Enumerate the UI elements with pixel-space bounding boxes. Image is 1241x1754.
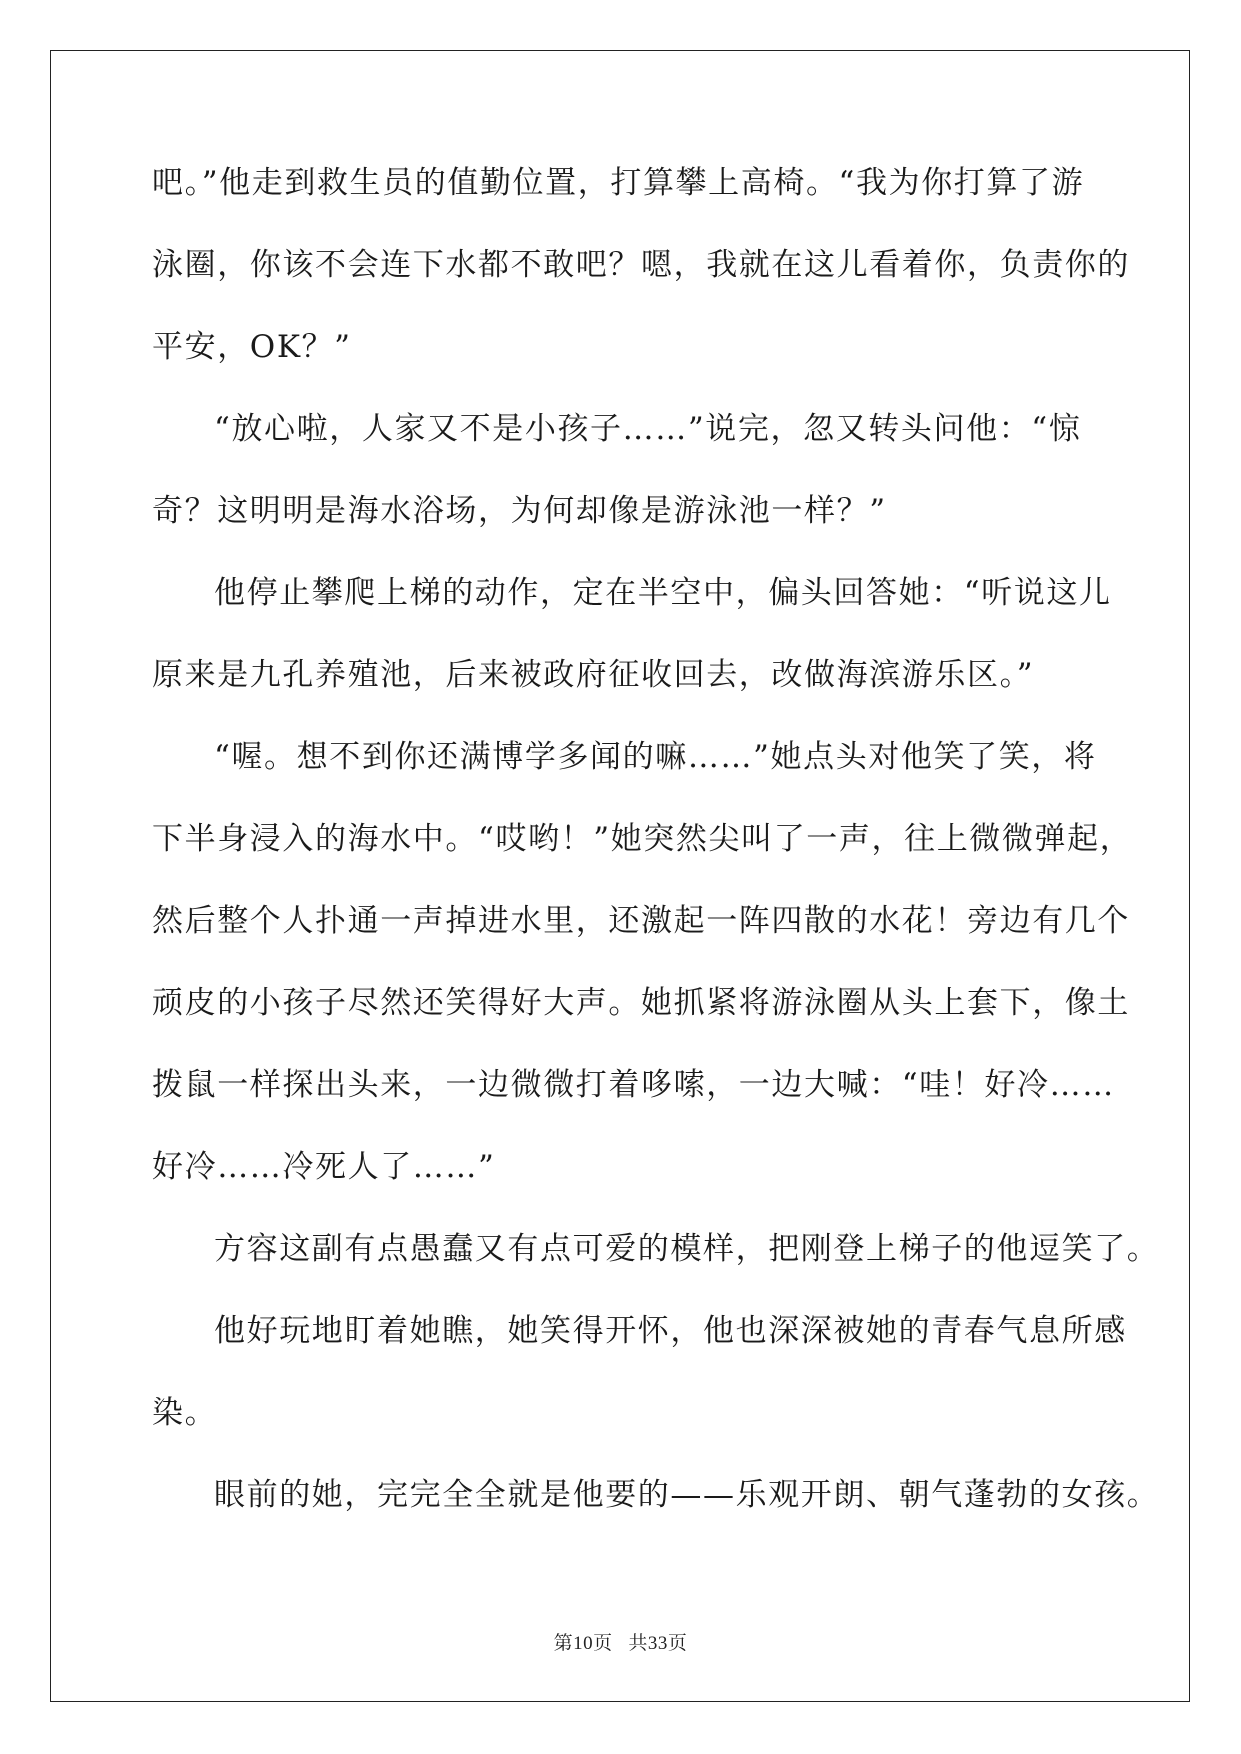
- text-line: 吧。”他走到救生员的值勤位置，打算攀上高椅。“我为你打算了游: [152, 165, 1085, 201]
- paragraph-start-line: 眼前的她，完完全全就是他要的——乐观开朗、朝气蓬勃的女孩。: [214, 1477, 1160, 1513]
- text-line: 奇？这明明是海水浴场，为何却像是游泳池一样？”: [152, 493, 887, 529]
- text-line: 下半身浸入的海水中。“哎哟！”她突然尖叫了一声，往上微微弹起，: [152, 821, 1133, 857]
- text-line: 染。: [152, 1395, 218, 1431]
- text-line: 平安，OK？”: [152, 329, 352, 365]
- text-line: 拨鼠一样探出头来，一边微微打着哆嗦，一边大喊：“哇！好冷……: [152, 1067, 1115, 1103]
- document-body: [152, 158, 1160, 1552]
- paragraph-start-line: 他好玩地盯着她瞧，她笑得开怀，他也深深被她的青春气息所感: [214, 1313, 1127, 1349]
- paragraph-start-line: “放心啦，人家又不是小孩子……”说完，忽又转头问他：“惊: [214, 411, 1082, 447]
- text-line: 然后整个人扑通一声掉进水里，还激起一阵四散的水花！旁边有几个: [152, 903, 1130, 939]
- total-pages: 共33页: [628, 1633, 688, 1654]
- page-number: 第10页: [553, 1633, 613, 1654]
- text-line: 好冷……冷死人了……”: [152, 1149, 496, 1185]
- paragraph-start-line: 方容这副有点愚蠢又有点可爱的模样，把刚登上梯子的他逗笑了。: [214, 1231, 1160, 1267]
- paragraph-start-line: 他停止攀爬上梯的动作，定在半空中，偏头回答她：“听说这儿: [214, 575, 1112, 611]
- text-line: 原来是九孔养殖池，后来被政府征收回去，改做海滨游乐区。”: [152, 657, 1035, 693]
- text-line: 泳圈，你该不会连下水都不敢吧？嗯，我就在这儿看着你，负责你的: [152, 247, 1130, 283]
- paragraph-start-line: “喔。想不到你还满博学多闻的嘛……”她点头对他笑了笑，将: [214, 739, 1097, 775]
- text-line: 顽皮的小孩子尽然还笑得好大声。她抓紧将游泳圈从头上套下，像土: [152, 985, 1130, 1021]
- page-footer: [0, 1628, 1241, 1655]
